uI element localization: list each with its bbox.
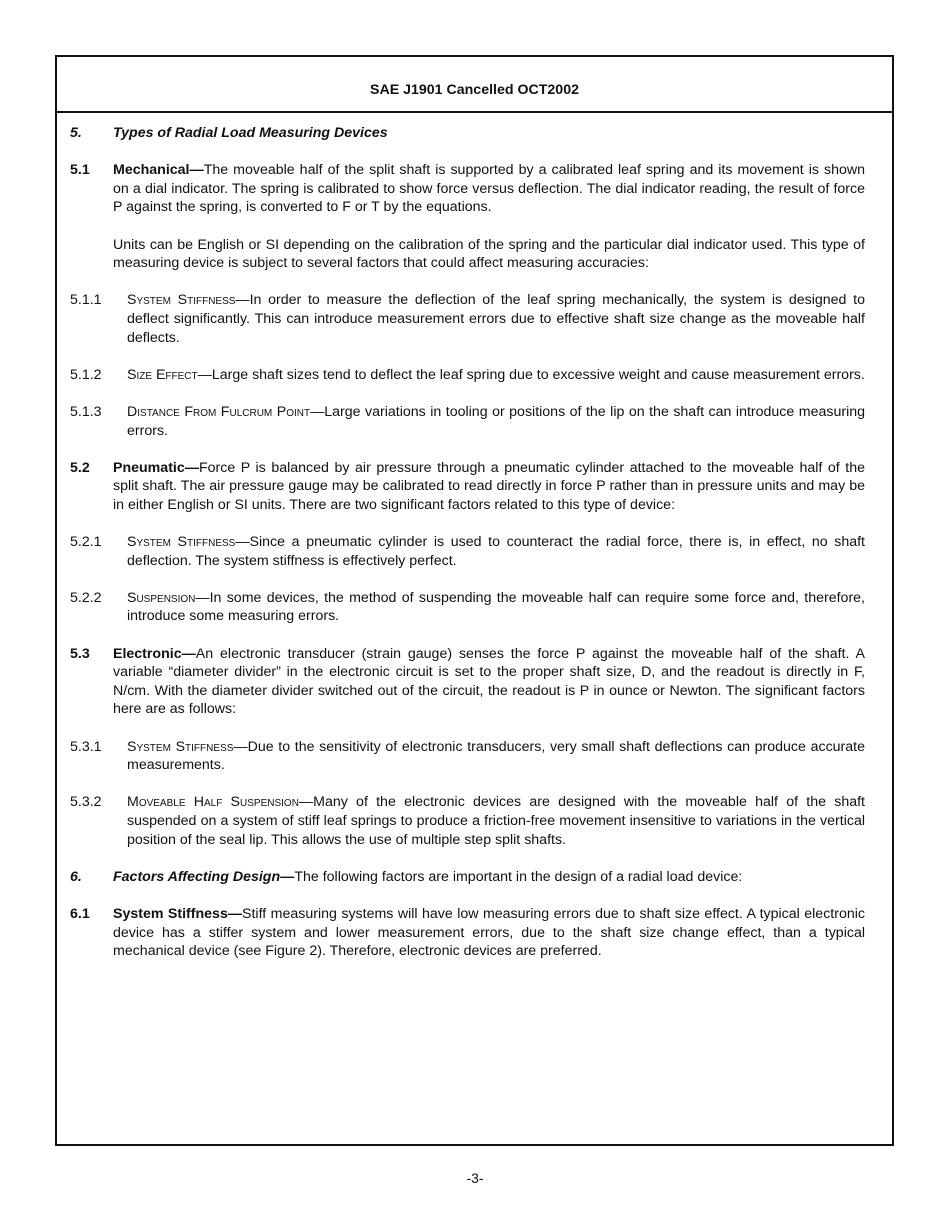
section-5-2 <box>70 459 865 515</box>
section-number: 5.3.2 <box>70 794 102 811</box>
paragraph-text: —Many of the electronic devices are designed with the moveable half of the shaft suspended on a system of stiff leaf springs to produce a friction-free movement insensitive to variations in the vertical position of the seal lip. This allows the use of multiple step split shafts. <box>127 794 865 848</box>
section-title: System Stiffness <box>127 292 236 309</box>
section-5-1-2 <box>70 366 865 385</box>
section-title: System Stiffness— <box>113 905 243 922</box>
paragraph-text: Stiff measuring systems will have low measuring errors due to shaft size effect. A typical electronic device has a stiffer system and lower measurement errors, due to the shaft size change effect, than a typical mechanical device (see Figure 2). Therefore, electronic devices are preferred. <box>113 905 865 960</box>
section-number: 5.2 <box>70 459 90 476</box>
paragraph-text: Units can be English or SI depending on the calibration of the spring and the particular dial indicator used. This type of measuring device is subject to several factors that could affect measuring accuracies: <box>113 236 865 272</box>
section-title: Moveable Half Suspension <box>127 794 299 811</box>
page-header <box>57 57 892 113</box>
section-number: 6.1 <box>70 905 90 922</box>
section-number: 5.1 <box>70 162 90 179</box>
section-title: Pneumatic— <box>113 459 199 476</box>
paragraph-text: —Large shaft sizes tend to deflect the leaf spring due to excessive weight and cause measurement errors. <box>197 366 865 383</box>
section-5-1-3 <box>70 403 865 440</box>
section-5-3 <box>70 645 865 719</box>
section-5-2-1 <box>70 533 865 570</box>
document-id: SAE J1901 Cancelled OCT2002 <box>370 81 579 98</box>
section-5-3-2 <box>70 793 865 849</box>
section-5-heading <box>70 124 865 143</box>
section-title: System Stiffness <box>127 534 236 551</box>
section-title: Electronic— <box>113 645 196 662</box>
paragraph-text: —Since a pneumatic cylinder is used to counteract the radial force, there is, in effect, no shaft deflection. The system stiffness is effectively perfect. <box>127 534 866 569</box>
paragraph-text: An electronic transducer (strain gauge) senses the force P against the moveable half of the shaft. A variable “diameter divider” in the electronic circuit is set to the proper shaft size, D, and the readout is directly in F, N/cm. With the diameter divider switched out of the circuit, the readout is P in ounce or Newton. The significant factors here are as follows: <box>113 645 865 718</box>
section-5-2-2 <box>70 589 865 626</box>
section-number: 5.1.3 <box>70 403 102 420</box>
section-number: 5.1.2 <box>70 366 102 383</box>
section-title: System Stiffness <box>127 738 234 755</box>
section-title: Size Effect <box>127 366 198 383</box>
paragraph-text: —In order to measure the deflection of the leaf spring mechanically, the system is designed to deflect significantly. This can introduce measurement errors due to effective shaft size change as the moveable half deflects. <box>127 292 865 346</box>
section-title: Types of Radial Load Measuring Devices <box>113 125 388 141</box>
paragraph-text: —Large variations in tooling or positions of the lip on the shaft can introduce measuring errors. <box>127 403 865 439</box>
section-title: Distance From Fulcrum Point <box>127 403 311 420</box>
section-5-3-1 <box>70 738 865 775</box>
section-6-1 <box>70 905 865 961</box>
section-number: 5.2.1 <box>70 534 102 551</box>
section-5-1 <box>70 161 865 217</box>
section-title: Mechanical— <box>113 162 204 179</box>
page-number: -3- <box>466 1170 484 1186</box>
paragraph-text: —In some devices, the method of suspending the moveable half can require some force and, therefore, introduce some measuring errors. <box>127 589 865 625</box>
section-title: Factors Affecting Design— <box>113 868 295 885</box>
section-number: 5. <box>70 125 82 141</box>
paragraph-text: The following factors are important in the design of a radial load device: <box>294 868 743 885</box>
section-title: Suspension <box>127 589 196 606</box>
section-5-1-1 <box>70 291 865 347</box>
document-body <box>57 124 892 979</box>
section-6 <box>70 868 865 887</box>
section-number: 5.1.1 <box>70 292 102 309</box>
paragraph-text: Force P is balanced by air pressure through a pneumatic cylinder attached to the moveable half of the split shaft. The air pressure gauge may be calibrated to read directly in force P rather than in pressure units and may be in either English or SI units. There are two significant factors related to this type of device: <box>113 459 865 513</box>
section-number: 5.3 <box>70 645 90 662</box>
paragraph-text: The moveable half of the split shaft is supported by a calibrated leaf spring and its movement is shown on a dial indicator. The spring is calibrated to show force versus deflection. The dial indicator reading, the result of force P against the spring, is converted to F or T by the equations. <box>113 162 865 216</box>
section-number: 5.2.2 <box>70 589 102 606</box>
section-number: 5.3.1 <box>70 738 102 755</box>
page-frame <box>55 55 894 1146</box>
section-5-1-paragraph <box>70 236 865 273</box>
paragraph-text: —Due to the sensitivity of electronic transducers, very small shaft deflections can produce accurate measurements. <box>127 738 866 774</box>
section-number: 6. <box>70 868 82 885</box>
